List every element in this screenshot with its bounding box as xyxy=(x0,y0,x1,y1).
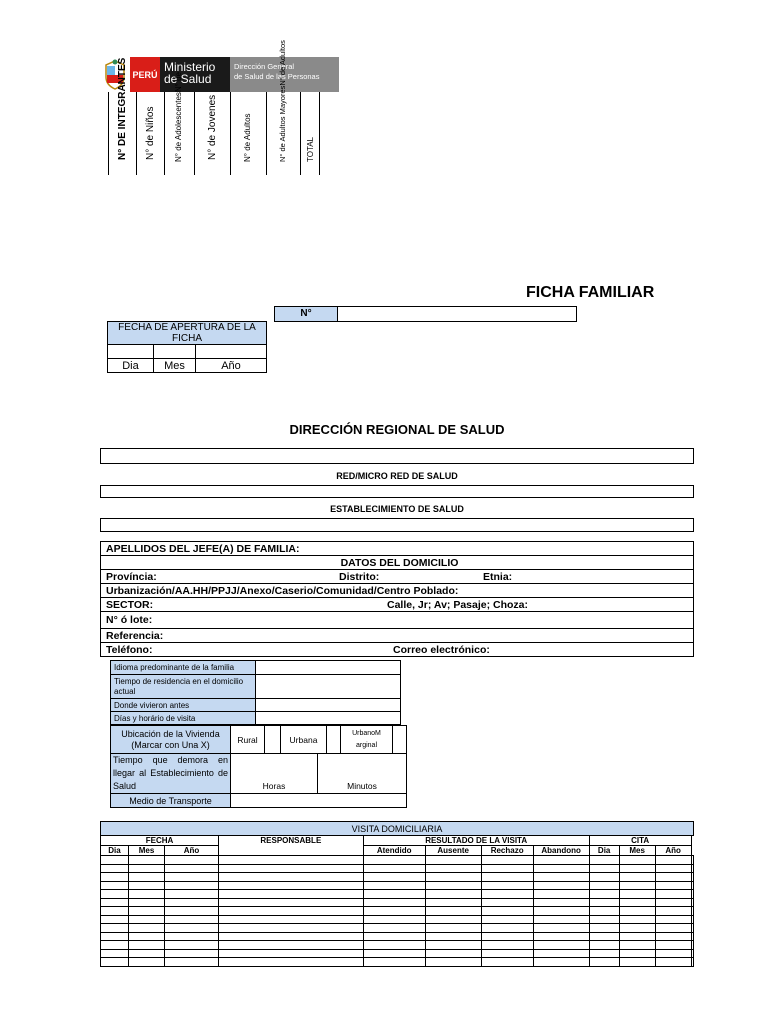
visit-cell[interactable] xyxy=(533,890,589,899)
visit-cell[interactable] xyxy=(165,949,219,958)
phone-label: Teléfono: xyxy=(106,643,153,656)
ministry-line-2: de Salud xyxy=(164,72,212,86)
visit-cell[interactable] xyxy=(481,856,533,865)
visit-cell[interactable] xyxy=(619,949,655,958)
visit-cell[interactable] xyxy=(425,907,481,916)
visit-cell[interactable] xyxy=(219,958,364,967)
district-label: Distrito: xyxy=(339,570,380,583)
visit-cell[interactable] xyxy=(691,881,693,890)
visit-cell[interactable] xyxy=(533,864,589,873)
col-ninos xyxy=(136,92,165,175)
visit-cell[interactable] xyxy=(129,873,165,882)
visit-cell[interactable] xyxy=(655,890,691,899)
visit-cell[interactable] xyxy=(363,949,425,958)
language-field[interactable] xyxy=(256,661,401,675)
marginal-urban-line-1: UrbanoM xyxy=(352,729,381,737)
ministry-line-1: Ministerio xyxy=(164,60,216,74)
hours-field[interactable] xyxy=(231,754,318,794)
health-facility-field[interactable] xyxy=(100,518,694,532)
table-row xyxy=(101,898,694,907)
opening-year-label: Año xyxy=(196,359,267,373)
visit-cell[interactable] xyxy=(219,932,364,941)
transport-field[interactable] xyxy=(231,794,407,808)
phone-row[interactable] xyxy=(101,643,694,657)
col-jovenes xyxy=(194,92,231,175)
household-data-table xyxy=(100,541,694,657)
visit-cell[interactable] xyxy=(481,915,533,924)
visit-cell[interactable] xyxy=(589,941,619,950)
visit-cell[interactable] xyxy=(219,856,364,865)
visit-cell[interactable] xyxy=(425,924,481,933)
visit-cell[interactable] xyxy=(165,864,219,873)
visit-cell[interactable] xyxy=(425,864,481,873)
visit-cell[interactable] xyxy=(425,915,481,924)
language-label: Idioma predominante de la familia xyxy=(111,661,256,675)
visit-cell[interactable] xyxy=(363,898,425,907)
visit-cell[interactable] xyxy=(533,949,589,958)
visit-cell[interactable] xyxy=(619,864,655,873)
visit-cell[interactable] xyxy=(363,856,425,865)
visit-cell[interactable] xyxy=(481,890,533,899)
opening-day-field[interactable] xyxy=(108,345,154,359)
visit-cell[interactable] xyxy=(589,924,619,933)
visit-cell[interactable] xyxy=(655,924,691,933)
col-adultos-mayores-label: N° de Adultos MayoresN° de Adultos xyxy=(278,40,287,162)
visit-year-header: Año xyxy=(165,846,219,856)
visit-cell[interactable] xyxy=(589,932,619,941)
col-adultos xyxy=(230,92,267,175)
visit-cell[interactable] xyxy=(129,890,165,899)
visit-cell[interactable] xyxy=(101,924,129,933)
visit-cell[interactable] xyxy=(691,958,693,967)
rural-checkbox[interactable] xyxy=(265,726,281,754)
visit-cell[interactable] xyxy=(165,881,219,890)
urbanization-label[interactable]: Urbanización/AA.HH/PPJJ/Anexo/Caserio/Comunidad/Centro Poblado: xyxy=(101,584,694,598)
visit-cell[interactable] xyxy=(533,873,589,882)
table-row xyxy=(101,907,694,916)
directorate-line-1: Dirección General xyxy=(234,62,295,71)
visit-cell[interactable] xyxy=(129,949,165,958)
visit-cell[interactable] xyxy=(619,907,655,916)
visit-cell[interactable] xyxy=(619,881,655,890)
visit-cell[interactable] xyxy=(425,941,481,950)
street-label: Calle, Jr; Av; Pasaje; Choza: xyxy=(387,598,529,611)
appointment-month-header: Mes xyxy=(619,846,655,856)
col-adultos-label: N° de Adultos xyxy=(243,113,252,162)
regional-directorate-field[interactable] xyxy=(100,448,694,464)
col-ninos-label: N° de Niños xyxy=(145,106,156,160)
visit-cell[interactable] xyxy=(219,864,364,873)
visit-cell[interactable] xyxy=(481,941,533,950)
visit-cell[interactable] xyxy=(533,898,589,907)
household-info-table xyxy=(110,660,401,725)
table-row xyxy=(101,932,694,941)
hours-label: Horas xyxy=(262,781,286,791)
visit-cell[interactable] xyxy=(589,881,619,890)
visit-cell[interactable] xyxy=(101,881,129,890)
travel-time-label: Tiempo que demora en llegar al Establecimiento de Salud xyxy=(111,754,231,794)
urban-option[interactable] xyxy=(281,726,327,754)
sector-label: SECTOR: xyxy=(106,598,154,611)
visit-cell[interactable] xyxy=(619,898,655,907)
table-row xyxy=(101,873,694,882)
visit-cell[interactable] xyxy=(101,856,129,865)
visit-cell[interactable] xyxy=(363,881,425,890)
province-label: Província: xyxy=(106,570,157,583)
absent-header: Ausente xyxy=(425,846,481,856)
table-row xyxy=(101,949,694,958)
visit-cell[interactable] xyxy=(101,949,129,958)
visit-cell[interactable] xyxy=(363,873,425,882)
visit-cell[interactable] xyxy=(533,881,589,890)
abandonment-header: Abandono xyxy=(533,846,589,856)
visit-cell[interactable] xyxy=(219,941,364,950)
visit-cell[interactable] xyxy=(481,864,533,873)
col-adultos-mayores xyxy=(266,40,301,175)
visit-cell[interactable] xyxy=(589,856,619,865)
visit-cell[interactable] xyxy=(481,898,533,907)
dwelling-location-table xyxy=(110,725,407,754)
visit-cell[interactable] xyxy=(691,898,693,907)
visit-month-header: Mes xyxy=(129,846,165,856)
lot-number-label[interactable]: N° ó lote: xyxy=(101,612,694,629)
visit-cell[interactable] xyxy=(533,924,589,933)
travel-time-table xyxy=(110,753,407,808)
appointment-year-header: Año xyxy=(655,846,691,856)
page-title: FICHA FAMILIAR xyxy=(526,284,655,301)
col-integrantes xyxy=(108,57,137,175)
visit-cell[interactable] xyxy=(425,856,481,865)
visit-cell[interactable] xyxy=(691,907,693,916)
visit-cell[interactable] xyxy=(101,898,129,907)
responsible-header: RESPONSABLE xyxy=(219,836,364,856)
visit-cell[interactable] xyxy=(691,915,693,924)
opening-day-label: Dia xyxy=(108,359,154,373)
visit-cell[interactable] xyxy=(129,907,165,916)
table-row xyxy=(101,890,694,899)
visit-cell[interactable] xyxy=(101,873,129,882)
visit-cell[interactable] xyxy=(129,881,165,890)
visit-cell[interactable] xyxy=(363,890,425,899)
visit-cell[interactable] xyxy=(363,907,425,916)
visit-cell[interactable] xyxy=(655,873,691,882)
visit-cell[interactable] xyxy=(129,941,165,950)
table-row xyxy=(101,915,694,924)
visit-cell[interactable] xyxy=(481,932,533,941)
visit-cell[interactable] xyxy=(655,881,691,890)
opening-month-label: Mes xyxy=(154,359,196,373)
micro-network-field[interactable] xyxy=(100,485,694,498)
visit-cell[interactable] xyxy=(425,873,481,882)
visit-cell[interactable] xyxy=(691,941,693,950)
visit-cell[interactable] xyxy=(129,856,165,865)
visit-cell[interactable] xyxy=(165,898,219,907)
visit-cell[interactable] xyxy=(533,907,589,916)
visit-cell[interactable] xyxy=(691,856,693,865)
visit-cell[interactable] xyxy=(655,915,691,924)
col-total xyxy=(300,92,321,175)
visit-cell[interactable] xyxy=(481,924,533,933)
opening-date-table xyxy=(107,321,267,373)
visit-cell[interactable] xyxy=(619,856,655,865)
visit-cell[interactable] xyxy=(129,932,165,941)
health-facility-title: ESTABLECIMIENTO DE SALUD xyxy=(330,504,464,514)
rural-option[interactable]: Rural xyxy=(231,726,265,754)
visit-cell[interactable] xyxy=(129,958,165,967)
visit-cell[interactable] xyxy=(363,915,425,924)
visit-cell[interactable] xyxy=(655,864,691,873)
file-number-field[interactable] xyxy=(338,307,576,321)
visit-cell[interactable] xyxy=(129,924,165,933)
col-integrantes-label: N° DE INTEGRANTES xyxy=(117,57,128,160)
table-row xyxy=(101,958,694,967)
visit-cell[interactable] xyxy=(219,915,364,924)
rejection-header: Rechazo xyxy=(481,846,533,856)
visit-cell[interactable] xyxy=(219,924,364,933)
visit-day-header: Dia xyxy=(101,846,129,856)
email-label: Correo electrónico: xyxy=(393,643,490,656)
visit-cell[interactable] xyxy=(691,890,693,899)
transport-label: Medio de Transporte xyxy=(111,794,231,808)
visit-cell[interactable] xyxy=(101,907,129,916)
table-row xyxy=(101,864,694,873)
visit-cell[interactable] xyxy=(589,873,619,882)
visit-cell[interactable] xyxy=(533,941,589,950)
visit-cell[interactable] xyxy=(219,881,364,890)
visit-cell[interactable] xyxy=(165,915,219,924)
visit-cell[interactable] xyxy=(481,949,533,958)
visit-cell[interactable] xyxy=(219,907,364,916)
visit-cell[interactable] xyxy=(165,873,219,882)
visit-cell[interactable] xyxy=(101,864,129,873)
visit-cell[interactable] xyxy=(425,890,481,899)
regional-directorate-title: DIRECCIÓN REGIONAL DE SALUD xyxy=(289,422,505,437)
visit-cell[interactable] xyxy=(165,941,219,950)
visit-cell[interactable] xyxy=(589,907,619,916)
visit-cell[interactable] xyxy=(533,915,589,924)
visit-cell[interactable] xyxy=(219,898,364,907)
visit-cell[interactable] xyxy=(619,958,655,967)
visit-cell[interactable] xyxy=(363,932,425,941)
visit-cell[interactable] xyxy=(363,924,425,933)
reference-label[interactable]: Referencia: xyxy=(101,629,694,643)
visit-cell[interactable] xyxy=(165,890,219,899)
micro-network-title: RED/MICRO RED DE SALUD xyxy=(336,471,458,481)
opening-date-title: FECHA DE APERTURA DE LA FICHA xyxy=(108,322,267,345)
visit-cell[interactable] xyxy=(533,856,589,865)
marginal-urban-line-2: arginal xyxy=(355,741,377,749)
visit-cell[interactable] xyxy=(219,949,364,958)
visit-cell[interactable] xyxy=(655,932,691,941)
visit-cell[interactable] xyxy=(219,890,364,899)
dwelling-location-label: Ubicación de la Vivienda (Marcar con Una X) xyxy=(111,726,231,754)
residence-time-field[interactable] xyxy=(256,675,401,699)
visit-cell[interactable] xyxy=(589,949,619,958)
ethnicity-label: Etnia: xyxy=(483,570,513,583)
visit-cell[interactable] xyxy=(619,873,655,882)
visit-cell[interactable] xyxy=(655,958,691,967)
home-visit-rows xyxy=(101,856,694,967)
file-number-row xyxy=(274,306,577,322)
minutes-label: Minutos xyxy=(347,781,377,791)
visit-cell[interactable] xyxy=(363,958,425,967)
table-row xyxy=(101,881,694,890)
visit-cell[interactable] xyxy=(533,932,589,941)
visit-date-header: FECHA xyxy=(101,836,219,846)
visit-cell[interactable] xyxy=(129,864,165,873)
household-data-title: DATOS DEL DOMICILIO xyxy=(101,556,694,570)
attended-header: Atendido xyxy=(363,846,425,856)
visit-cell[interactable] xyxy=(101,958,129,967)
col-jovenes-label: N° de Jovenes xyxy=(207,94,218,160)
visit-cell[interactable] xyxy=(101,915,129,924)
residence-time-label: Tiempo de residencia en el domicilio actual xyxy=(111,675,256,699)
col-adolescentes-label: N° de AdolescentesN° de xyxy=(174,71,183,162)
visit-cell[interactable] xyxy=(481,873,533,882)
visit-cell[interactable] xyxy=(165,856,219,865)
visit-cell[interactable] xyxy=(129,898,165,907)
directorate-line-2: de Salud de las Personas xyxy=(234,72,320,81)
visit-cell[interactable] xyxy=(165,907,219,916)
visit-cell[interactable] xyxy=(165,932,219,941)
table-row xyxy=(101,856,694,865)
visit-cell[interactable] xyxy=(481,881,533,890)
previous-residence-field[interactable] xyxy=(256,699,401,712)
marginal-urban-checkbox[interactable] xyxy=(393,726,407,754)
visit-cell[interactable] xyxy=(691,932,693,941)
appointment-day-header: Dia xyxy=(589,846,619,856)
sector-row[interactable] xyxy=(101,598,694,612)
visit-cell[interactable] xyxy=(425,958,481,967)
urban-option-label: Urbana xyxy=(289,734,318,745)
visit-cell[interactable] xyxy=(619,924,655,933)
home-visit-table xyxy=(100,821,694,967)
visit-cell[interactable] xyxy=(619,941,655,950)
visit-cell[interactable] xyxy=(481,958,533,967)
visit-cell[interactable] xyxy=(533,958,589,967)
minutes-field[interactable] xyxy=(318,754,407,794)
visit-cell[interactable] xyxy=(425,949,481,958)
visit-cell[interactable] xyxy=(619,890,655,899)
visit-cell[interactable] xyxy=(691,864,693,873)
home-visit-title: VISITA DOMICILIARIA xyxy=(101,822,694,836)
table-row xyxy=(101,941,694,950)
visit-cell[interactable] xyxy=(425,898,481,907)
visit-cell[interactable] xyxy=(691,949,693,958)
visit-cell[interactable] xyxy=(619,932,655,941)
appointment-header: CITA xyxy=(589,836,691,846)
marginal-urban-option[interactable] xyxy=(341,726,393,754)
visit-cell[interactable] xyxy=(619,915,655,924)
table-row xyxy=(101,924,694,933)
visit-schedule-label: Días y horário de visita xyxy=(111,712,256,725)
visit-result-header: RESULTADO DE LA VISITA xyxy=(363,836,589,846)
visit-cell[interactable] xyxy=(165,924,219,933)
visit-cell[interactable] xyxy=(101,932,129,941)
visit-cell[interactable] xyxy=(219,873,364,882)
visit-cell[interactable] xyxy=(165,958,219,967)
visit-cell[interactable] xyxy=(589,958,619,967)
visit-cell[interactable] xyxy=(655,907,691,916)
visit-cell[interactable] xyxy=(589,890,619,899)
visit-cell[interactable] xyxy=(655,898,691,907)
visit-cell[interactable] xyxy=(655,949,691,958)
visit-cell[interactable] xyxy=(589,898,619,907)
visit-cell[interactable] xyxy=(589,915,619,924)
peru-logo-label: PERÚ xyxy=(130,57,160,92)
visit-cell[interactable] xyxy=(655,856,691,865)
visit-cell[interactable] xyxy=(691,873,693,882)
visit-cell[interactable] xyxy=(425,932,481,941)
visit-schedule-field[interactable] xyxy=(256,712,401,725)
visit-cell[interactable] xyxy=(129,915,165,924)
previous-residence-label: Donde vivieron antes xyxy=(111,699,256,712)
province-row[interactable] xyxy=(101,570,694,584)
visit-cell[interactable] xyxy=(101,941,129,950)
head-of-family-label[interactable]: APELLIDOS DEL JEFE(A) DE FAMILIA: xyxy=(101,542,694,556)
visit-cell[interactable] xyxy=(655,941,691,950)
visit-cell[interactable] xyxy=(691,924,693,933)
col-total-label: TOTAL xyxy=(306,136,315,162)
ministry-logo xyxy=(160,57,230,92)
visit-cell[interactable] xyxy=(363,864,425,873)
visit-cell[interactable] xyxy=(101,890,129,899)
urban-checkbox[interactable] xyxy=(327,726,341,754)
opening-month-field[interactable] xyxy=(154,345,196,359)
visit-cell[interactable] xyxy=(363,941,425,950)
visit-cell[interactable] xyxy=(425,881,481,890)
opening-year-field[interactable] xyxy=(196,345,267,359)
visit-cell[interactable] xyxy=(481,907,533,916)
visit-cell[interactable] xyxy=(589,864,619,873)
file-number-label: N° xyxy=(275,307,338,321)
